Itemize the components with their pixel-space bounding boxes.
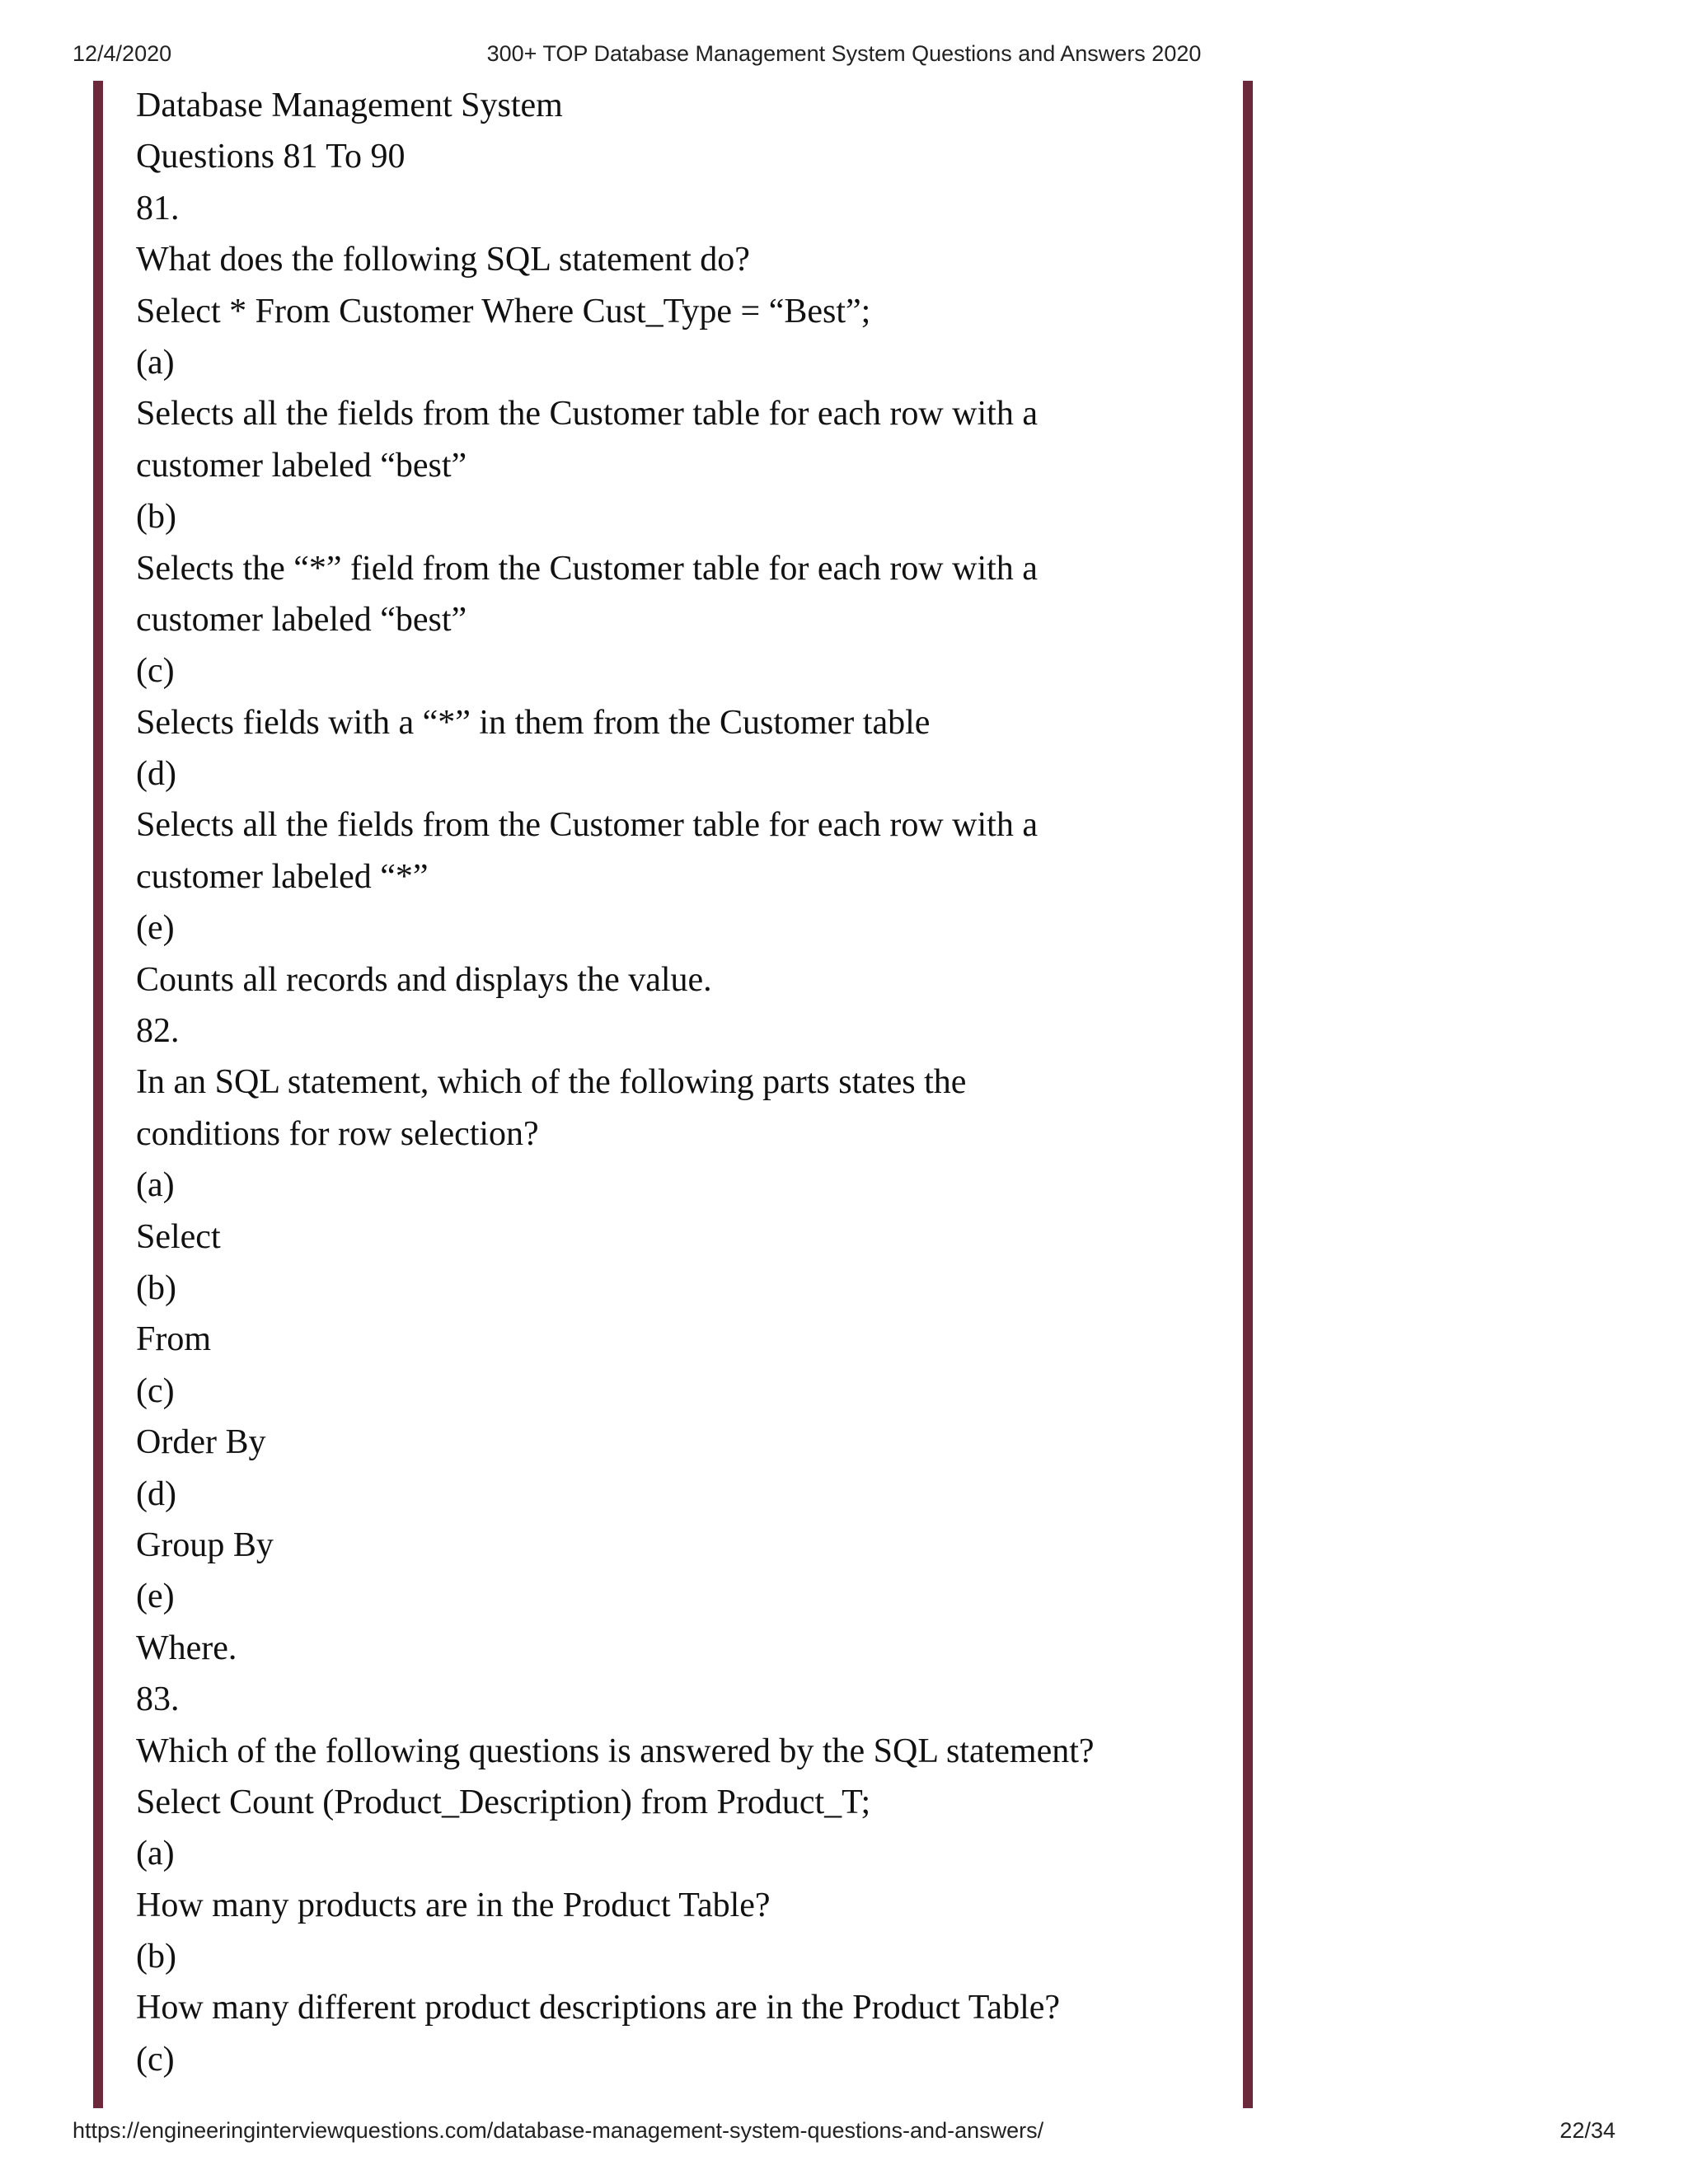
footer-url-link[interactable]: https://engineeringinterviewquestions.com/database-management-system-questions-and-answers/: [73, 2118, 1044, 2143]
question-text: Select * From Customer Where Cust_Type = “Best”;: [136, 292, 871, 330]
option-label: (d): [136, 755, 176, 794]
option-label: (c): [136, 1371, 175, 1410]
option-label: (b): [136, 498, 176, 537]
option-text: customer labeled “best”: [136, 446, 467, 485]
option-label: (c): [136, 652, 175, 691]
option-text: Counts all records and displays the value.: [136, 960, 712, 999]
question-number: 83.: [136, 1680, 180, 1719]
option-text: Where.: [136, 1629, 237, 1667]
option-text: From: [136, 1320, 212, 1359]
option-label: (a): [136, 1166, 175, 1205]
option-label: (e): [136, 1577, 175, 1616]
left-accent-bar: [93, 81, 103, 2108]
right-accent-bar: [1243, 81, 1253, 2108]
question-text: What does the following SQL statement do?: [136, 241, 750, 279]
option-text: Group By: [136, 1526, 274, 1564]
option-text: How many different product descriptions are in the Product Table?: [136, 1989, 1061, 2027]
document-body: [136, 80, 1224, 2085]
section-heading: Database Management System: [136, 87, 563, 124]
option-text: Selects all the fields from the Customer table for each row with a: [136, 806, 1038, 845]
header-title: 300+ TOP Database Management System Questions and Answers 2020: [486, 41, 1202, 66]
option-label: (c): [136, 2040, 175, 2079]
option-text: Selects fields with a “*” in them from the Customer table: [136, 703, 931, 742]
header-date: 12/4/2020: [73, 41, 172, 66]
option-label: (b): [136, 1268, 176, 1307]
question-number: 82.: [136, 1012, 180, 1051]
question-text: Which of the following questions is answered by the SQL statement?: [136, 1732, 1095, 1770]
option-label: (b): [136, 1938, 176, 1976]
section-subheading: Questions 81 To 90: [136, 138, 406, 176]
option-text: Select: [136, 1217, 221, 1256]
question-number: 81.: [136, 189, 180, 227]
option-label: (e): [136, 909, 175, 948]
option-label: (a): [136, 1835, 175, 1873]
question-text: Select Count (Product_Description) from Product_T;: [136, 1783, 871, 1821]
option-text: Order By: [136, 1423, 266, 1462]
option-text: Selects all the fields from the Customer table for each row with a: [136, 395, 1038, 434]
option-label: (d): [136, 1474, 176, 1513]
question-text: In an SQL statement, which of the following parts states the: [136, 1063, 967, 1102]
option-text: customer labeled “*”: [136, 857, 429, 896]
question-text: conditions for row selection?: [136, 1114, 539, 1153]
footer-page-number: 22/34: [1559, 2118, 1615, 2143]
option-label: (a): [136, 343, 175, 382]
option-text: customer labeled “best”: [136, 600, 467, 639]
option-text: How many products are in the Product Table?: [136, 1886, 771, 1924]
option-text: Selects the “*” field from the Customer table for each row with a: [136, 549, 1038, 588]
